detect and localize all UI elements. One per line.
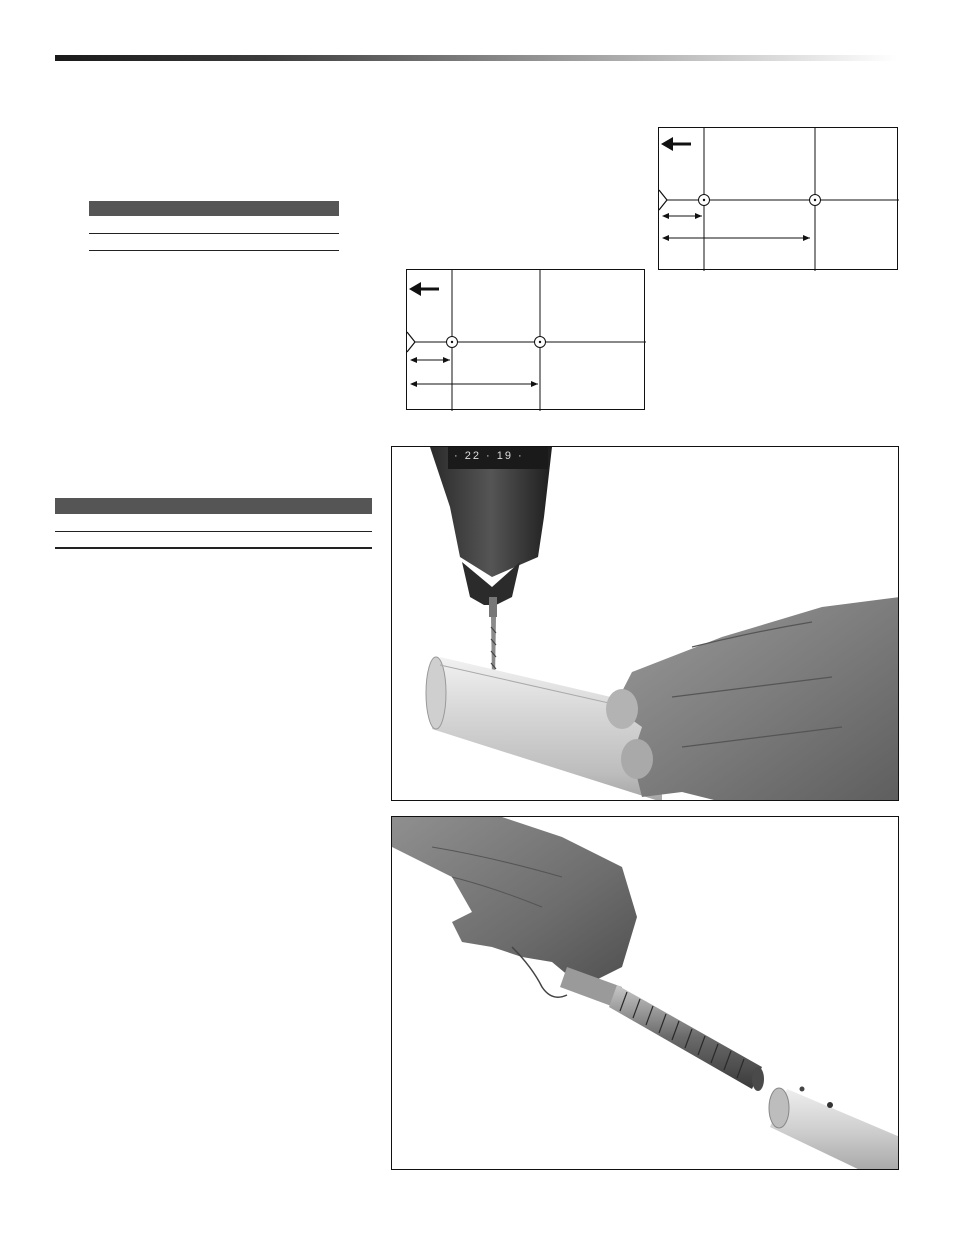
table-row-divider <box>55 547 372 549</box>
drill-hole-diagram-upper <box>658 127 898 270</box>
hole-marker <box>535 337 546 348</box>
hand-icon <box>392 817 637 997</box>
left-arrow-icon <box>409 282 439 296</box>
table-row-divider <box>55 531 372 532</box>
table-row-divider <box>89 250 339 251</box>
hole-marker <box>447 337 458 348</box>
table-header-bar <box>89 201 339 216</box>
threaded-rod-icon <box>560 967 764 1091</box>
photo-threaded-rod <box>391 816 899 1170</box>
tube-icon <box>426 657 662 801</box>
tube-end-notch <box>659 190 667 210</box>
drill-hole-diagram-lower <box>406 269 645 410</box>
table-header-bar <box>55 498 372 514</box>
drill-icon <box>430 447 552 679</box>
tube-end-notch <box>407 332 415 352</box>
hole-marker <box>699 195 710 206</box>
hole-marker <box>810 195 821 206</box>
table-upper <box>89 201 339 251</box>
header-rule <box>55 55 897 61</box>
tube-icon <box>769 1087 899 1171</box>
left-arrow-icon <box>661 137 691 151</box>
hand-icon <box>606 597 899 801</box>
table-lower <box>55 498 372 550</box>
table-row-divider <box>89 233 339 234</box>
svg-text:· 22 · 19 ·: · 22 · 19 · <box>454 450 524 462</box>
photo-drilling-tube <box>391 446 899 801</box>
